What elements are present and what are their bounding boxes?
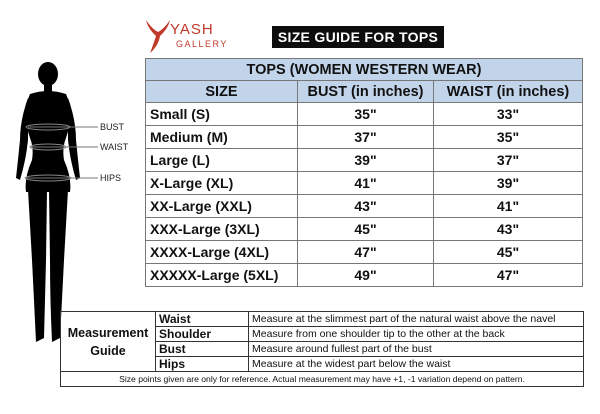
table-caption: TOPS (WOMEN WESTERN WEAR) [146,59,583,81]
bust-cell: 41" [298,172,434,195]
waist-cell: 35" [434,126,583,149]
table-row [146,172,583,195]
bust-cell: 49" [298,264,434,287]
table-row [146,195,583,218]
waist-cell: 33" [434,103,583,126]
bust-cell: 35" [298,103,434,126]
table-row [146,218,583,241]
guide-desc: Measure from one shoulder tip to the other at the back [249,327,584,342]
bust-label: BUST [100,122,125,132]
brand-logo [142,18,228,54]
measurement-guide-table [60,311,584,387]
waist-cell: 47" [434,264,583,287]
table-row [146,149,583,172]
bust-cell: 37" [298,126,434,149]
guide-note-row [61,372,584,387]
guide-term: Hips [156,357,249,372]
size-cell: XXX-Large (3XL) [146,218,298,241]
header-waist: WAIST (in inches) [434,81,583,103]
size-cell: Medium (M) [146,126,298,149]
guide-title [61,312,156,372]
bust-cell: 39" [298,149,434,172]
logo-mark-icon [142,18,172,54]
size-cell: Large (L) [146,149,298,172]
waist-cell: 43" [434,218,583,241]
table-row [146,126,583,149]
brand-subname: GALLERY [176,39,228,49]
header-size: SIZE [146,81,298,103]
bust-cell: 47" [298,241,434,264]
brand-name: YASH [170,21,214,38]
guide-title-line2: Guide [90,343,126,358]
size-cell: XXXX-Large (4XL) [146,241,298,264]
waist-cell: 37" [434,149,583,172]
page-title: SIZE GUIDE FOR TOPS [272,26,444,48]
guide-term: Waist [156,312,249,327]
guide-desc: Measure at the widest part below the waist [249,357,584,372]
guide-desc: Measure around fullest part of the bust [249,342,584,357]
table-row [146,241,583,264]
guide-title-line1: Measurement [67,325,149,340]
size-cell: X-Large (XL) [146,172,298,195]
body-figure [0,60,129,350]
table-row [146,103,583,126]
header-bust: BUST (in inches) [298,81,434,103]
size-cell: XX-Large (XXL) [146,195,298,218]
table-caption-row [146,59,583,81]
bust-cell: 43" [298,195,434,218]
size-cell: XXXXX-Large (5XL) [146,264,298,287]
waist-label: WAIST [100,142,129,152]
woman-silhouette-icon [0,60,110,350]
guide-term: Bust [156,342,249,357]
hips-label: HIPS [100,173,122,183]
waist-cell: 41" [434,195,583,218]
guide-desc: Measure at the slimmest part of the natural waist above the navel [249,312,584,327]
guide-term: Shoulder [156,327,249,342]
reference-note: Size points given are only for reference. Actual measurement may have +1, -1 variation depend on pattern. [61,372,584,387]
waist-cell: 39" [434,172,583,195]
bust-cell: 45" [298,218,434,241]
size-cell: Small (S) [146,103,298,126]
table-header-row [146,81,583,103]
guide-row [61,312,584,327]
size-table [145,58,583,287]
waist-cell: 45" [434,241,583,264]
table-row [146,264,583,287]
